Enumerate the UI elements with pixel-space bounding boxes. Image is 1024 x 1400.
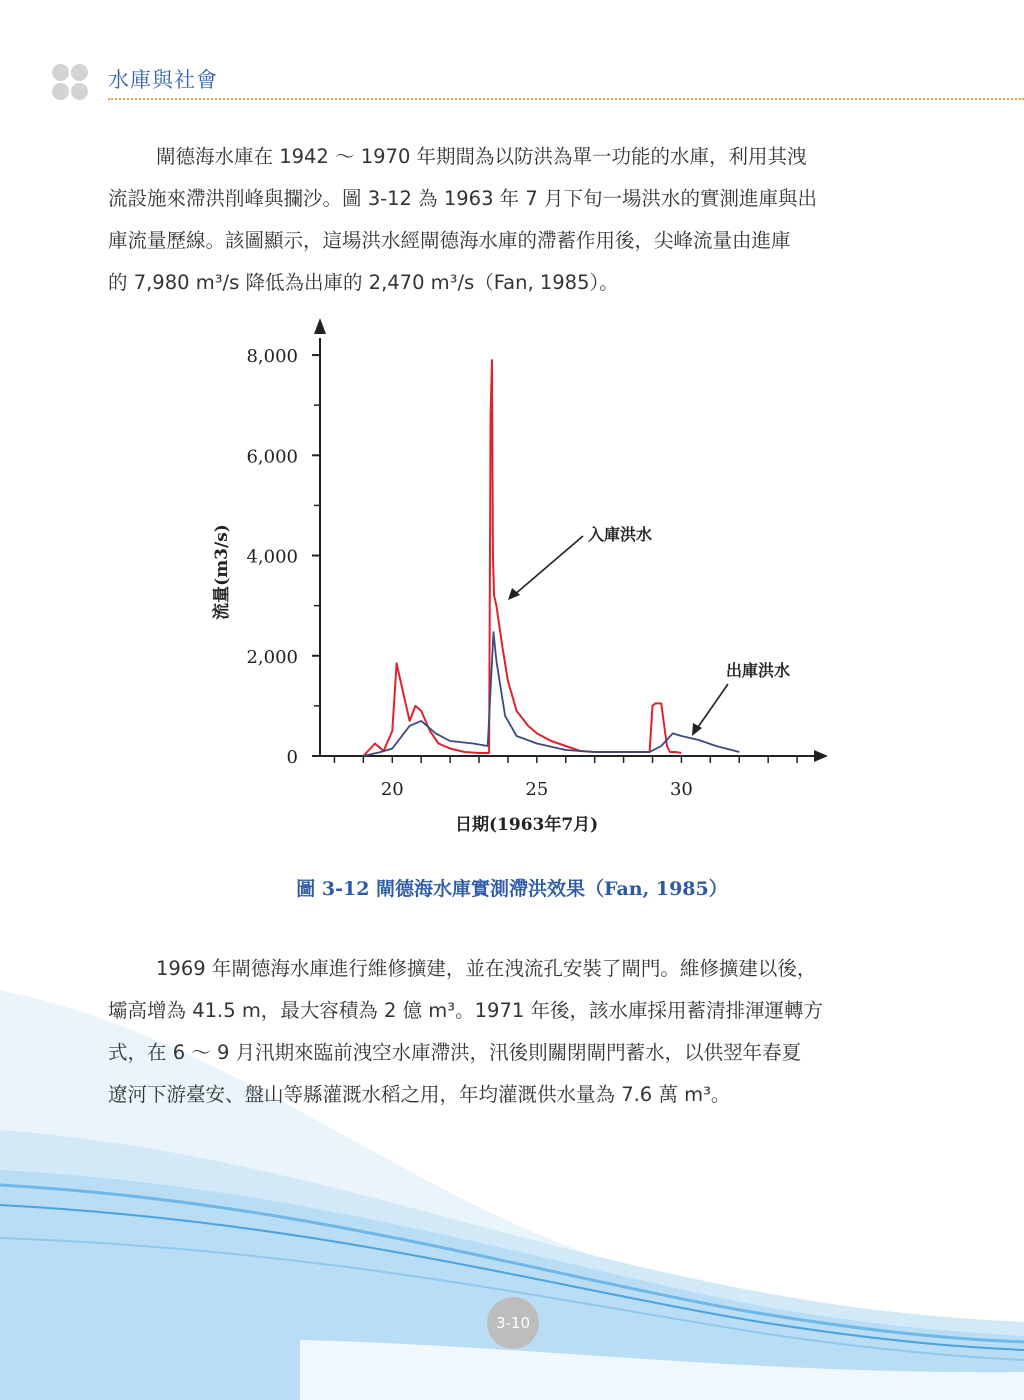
inflow-annotation-label: 入庫洪水 [588,525,653,544]
paragraph-line: 1969 年閘德海水庫進行維修擴建，並在洩流孔安裝了閘門。維修擴建以後， [156,957,817,980]
outflow-annotation-arrow [696,684,728,730]
paragraph-line: 流設施來滯洪削峰與攔沙。圖 3-12 為 1963 年 7 月下旬一場洪水的實測進庫與出 [108,187,817,210]
paragraph-line: 遼河下游臺安、盤山等縣灌溉水稻之用，年均灌溉供水量為 7.6 萬 m³。 [108,1083,731,1106]
page-number: 3-10 [487,1297,539,1349]
y-tick-label: 4,000 [246,546,298,568]
y-tick-label: 6,000 [246,446,298,468]
inflow-annotation-arrow [514,536,583,595]
header-title: 水庫與社會 [108,68,218,92]
x-axis-title: 日期(1963年7月) [455,815,599,835]
outflow-annotation-arrowhead-icon [692,723,702,736]
page-header [52,62,1024,102]
y-axis-arrow-icon [314,318,326,334]
y-tick-label: 0 [286,747,298,768]
paragraph-1 [108,136,918,304]
y-tick-label: 8,000 [246,346,298,368]
y-axis-title: 流量(m3/s) [212,524,232,620]
header-dots-icon [52,64,92,100]
header-divider [108,98,1024,100]
x-tick-label: 30 [669,779,693,800]
x-tick-label: 20 [380,779,404,800]
x-axis-arrow-icon [814,750,828,762]
paragraph-line: 庫流量歷線。該圖顯示，這場洪水經閘德海水庫的滯蓄作用後，尖峰流量由進庫 [108,229,791,252]
inflow-series-line [363,360,681,756]
figure-caption: 圖 3-12 閘德海水庫實測滯洪效果（Fan, 1985） [296,878,728,900]
x-tick-label: 25 [525,779,549,800]
flow-chart [190,312,840,852]
paragraph-line: 壩高增為 41.5 m，最大容積為 2 億 m³。1971 年後，該水庫採用蓄清排渾運轉方 [108,999,823,1022]
outflow-series-line [363,632,739,756]
paragraph-2 [108,948,918,1116]
paragraph-line: 的 7,980 m³/s 降低為出庫的 2,470 m³/s（Fan, 1985）。 [108,271,619,294]
paragraph-line: 式，在 6 ～ 9 月汛期來臨前洩空水庫滯洪，汛後則關閉閘門蓄水，以供翌年春夏 [108,1041,802,1064]
outflow-annotation-label: 出庫洪水 [726,661,791,680]
y-tick-label: 2,000 [246,646,298,668]
paragraph-line: 閘德海水庫在 1942 ～ 1970 年期間為以防洪為單一功能的水庫，利用其洩 [156,145,807,168]
inflow-annotation-arrowhead-icon [508,588,520,600]
